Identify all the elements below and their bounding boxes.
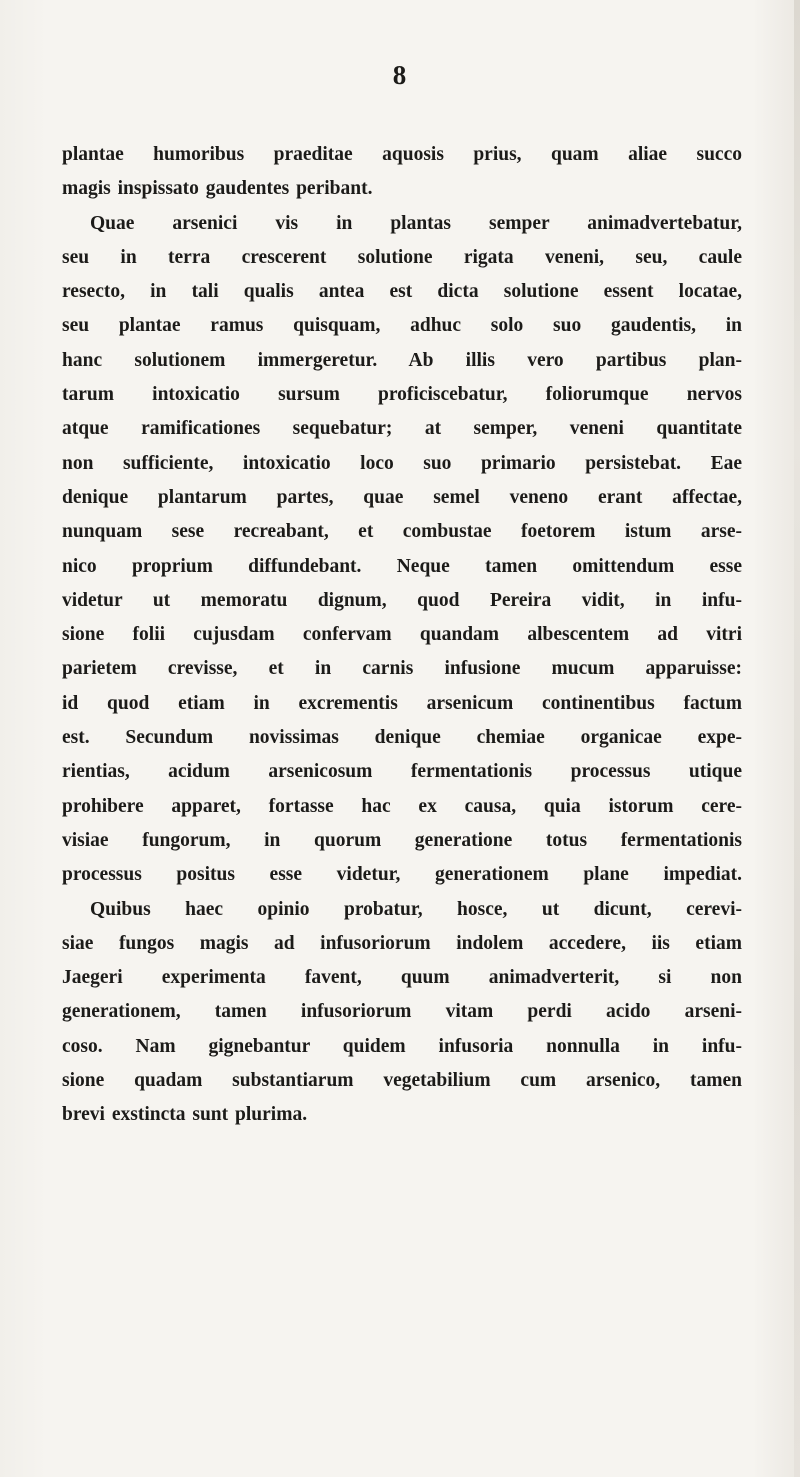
text-line: coso. Nam gignebantur quidem infusoria nonnulla in infu-: [62, 1035, 742, 1057]
text-line: Quibus haec opinio probatur, hosce, ut dicunt, cerevi-: [90, 898, 742, 920]
text-line: visiae fungorum, in quorum generatione totus fermentationis: [62, 829, 742, 851]
page-number: 8: [392, 60, 408, 90]
text-line: rientias, acidum arsenicosum fermentationis processus utique: [62, 761, 742, 783]
body-text: [62, 138, 742, 1133]
text-line: Quae arsenici vis in plantas semper animadvertebatur,: [90, 212, 742, 234]
text-line: videtur ut memoratu dignum, quod Pereira vidit, in infu-: [62, 589, 742, 611]
text-line: non sufficiente, intoxicatio loco suo primario persistebat. Eae: [62, 452, 742, 474]
text-line: nico proprium diffundebant. Neque tamen omittendum esse: [62, 555, 742, 577]
text-line: hanc solutionem immergeretur. Ab illis vero partibus plan-: [62, 349, 742, 371]
text-line: sione folii cujusdam confervam quandam albescentem ad vitri: [62, 624, 742, 646]
text-line: denique plantarum partes, quae semel veneno erant affectae,: [62, 486, 742, 508]
text-line: est. Secundum novissimas denique chemiae organicae expe-: [62, 727, 742, 749]
text-line: nunquam sese recreabant, et combustae foetorem istum arse-: [62, 521, 742, 543]
text-line: id quod etiam in excrementis arsenicum continentibus factum: [62, 692, 742, 714]
text-line: parietem crevisse, et in carnis infusione mucum apparuisse:: [62, 658, 742, 680]
page-edge-shadow: [794, 0, 800, 1477]
text-line: plantae humoribus praeditae aquosis prius, quam aliae succo: [62, 144, 742, 165]
text-line: tarum intoxicatio sursum proficiscebatur, foliorumque nervos: [62, 384, 742, 406]
text-line: seu plantae ramus quisquam, adhuc solo suo gaudentis, in: [62, 315, 742, 337]
text-line: prohibere apparet, fortasse hac ex causa, quia istorum cere-: [62, 795, 742, 817]
text-line: processus positus esse videtur, generationem plane impediat.: [62, 864, 742, 886]
text-line: brevi exstincta sunt plurima.: [62, 1104, 308, 1126]
text-line: seu in terra crescerent solutione rigata veneni, seu, caule: [62, 246, 742, 268]
text-line: Jaegeri experimenta favent, quum animadverterit, si non: [62, 967, 742, 989]
text-line: sione quadam substantiarum vegetabilium cum arsenico, tamen: [62, 1070, 742, 1092]
text-line: siae fungos magis ad infusoriorum indolem accedere, iis etiam: [62, 932, 742, 954]
text-line: resecto, in tali qualis antea est dicta solutione essent locatae,: [62, 281, 742, 303]
text-line: magis inspissato gaudentes peribant.: [62, 178, 373, 200]
text-line: generationem, tamen infusoriorum vitam perdi acido arseni-: [62, 1001, 742, 1023]
text-line: atque ramificationes sequebatur; at semper, veneni quantitate: [62, 418, 742, 440]
